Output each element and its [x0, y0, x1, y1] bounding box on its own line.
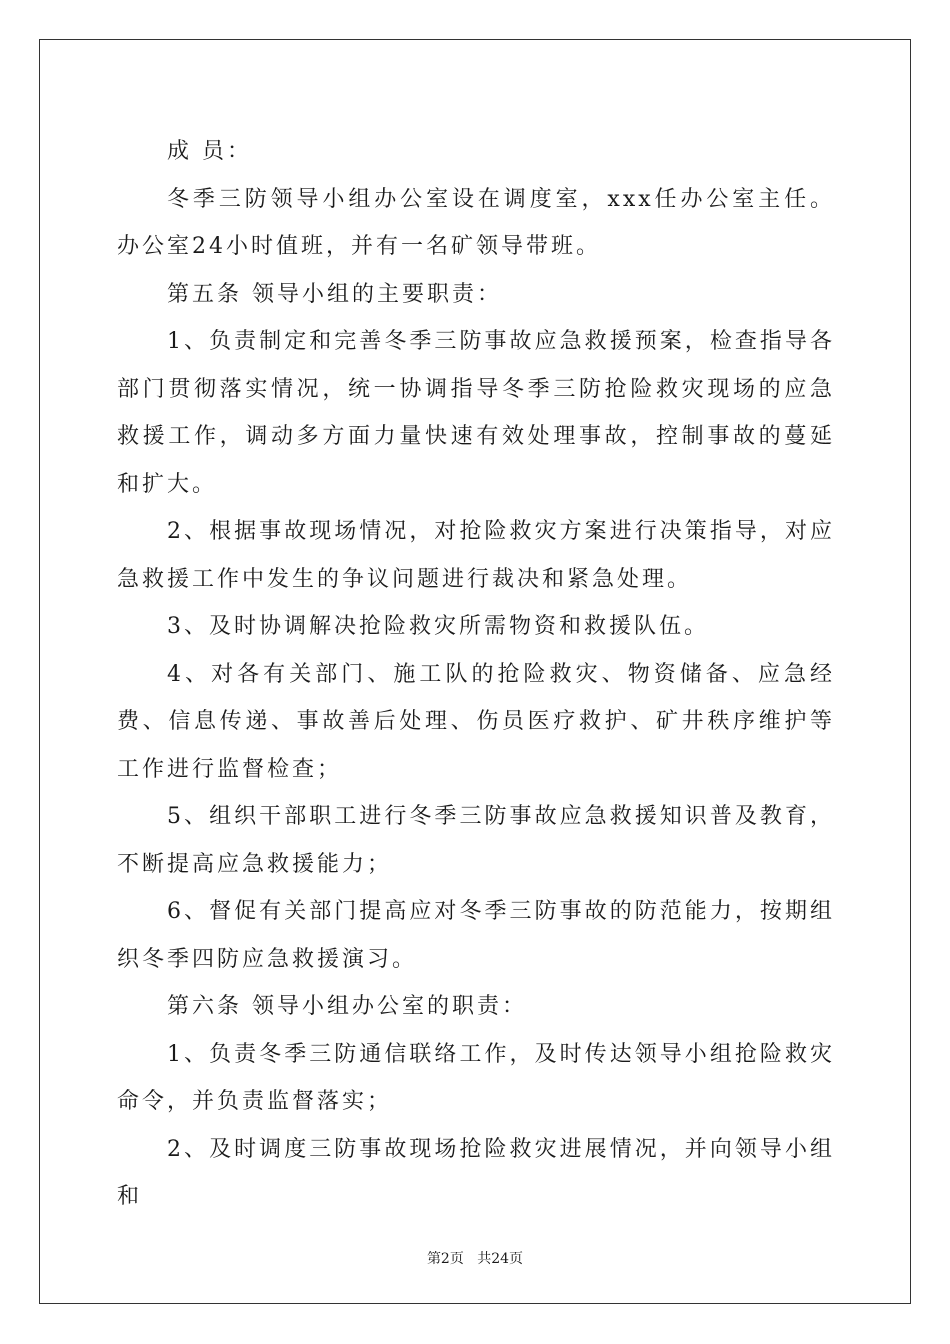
paragraph-duty-3: 3、及时协调解决抢险救灾所需物资和救援队伍。 [167, 614, 709, 639]
paragraph-duty-5: 5、组织干部职工进行冬季三防事故应急救援知识普及教育，不断提高应急救援能力； [117, 804, 835, 877]
page-number: 第2页 [426, 1251, 464, 1267]
paragraph-duty-6: 6、督促有关部门提高应对冬季三防事故的防范能力，按期组织冬季四防应急救援演习。 [117, 899, 835, 972]
paragraph-duty-2: 2、根据事故现场情况，对抢险救灾方案进行决策指导，对应急救援工作中发生的争议问题进行裁决和紧急处理。 [117, 519, 835, 592]
page-total: 共24页 [477, 1251, 524, 1267]
document-body [117, 128, 835, 1221]
paragraph-duty-1: 1、负责制定和完善冬季三防事故应急救援预案，检查指导各部门贯彻落实情况，统一协调指导冬季三防抢险救灾现场的应急救援工作，调动多方面力量快速有效处理事故，控制事故的蔓延和扩大。 [117, 329, 835, 497]
heading-article-5: 第五条 领导小组的主要职责： [167, 281, 502, 307]
page-footer [0, 1248, 950, 1268]
paragraph-office-duty-2: 2、及时调度三防事故现场抢险救灾进展情况，并向领导小组和 [117, 1136, 835, 1209]
paragraph-office-duty-1: 1、负责冬季三防通信联络工作，及时传达领导小组抢险救灾命令，并负责监督落实； [117, 1041, 835, 1114]
paragraph-duty-4: 4、对各有关部门、施工队的抢险救灾、物资储备、应急经费、信息传递、事故善后处理、伤员医疗救护、矿井秩序维护等工作进行监督检查； [117, 661, 835, 782]
heading-article-6: 第六条 领导小组办公室的职责： [167, 994, 527, 1019]
paragraph-office: 冬季三防领导小组办公室设在调度室，xxx任办公室主任。办公室24小时值班，并有一名矿领导带班。 [117, 186, 835, 259]
paragraph-members: 成 员： [167, 139, 252, 164]
